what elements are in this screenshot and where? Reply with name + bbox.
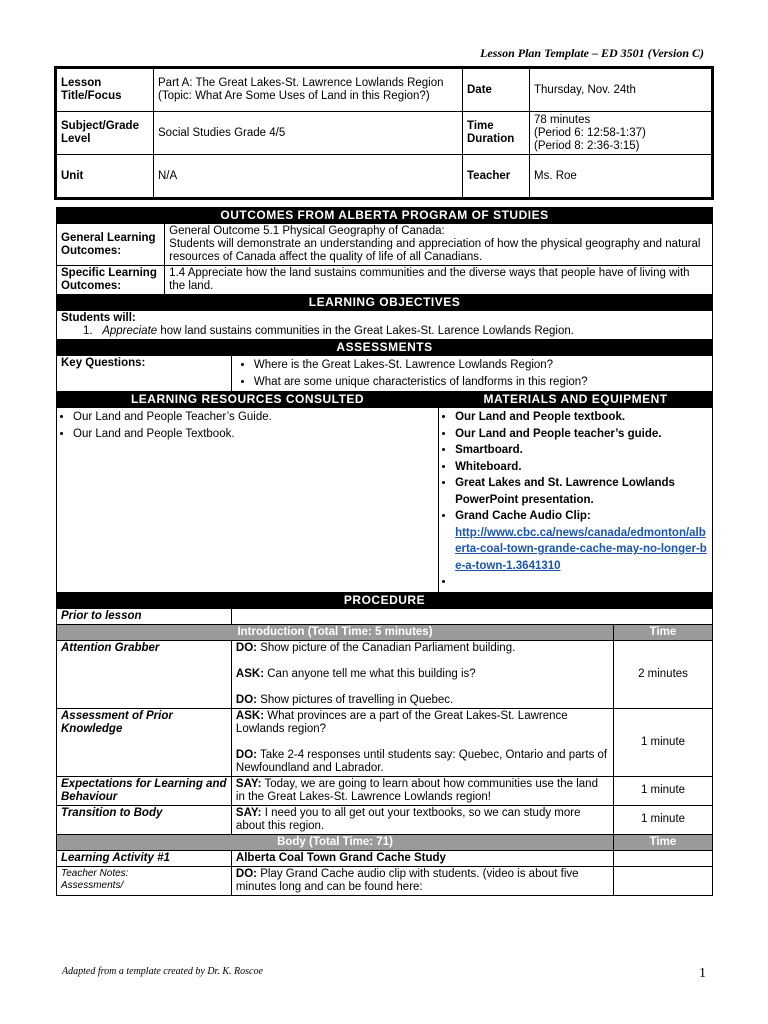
document-header: Lesson Plan Template – ED 3501 (Version C) — [480, 46, 704, 60]
step-text: What provinces are a part of the Great Lakes-St. Lawrence Lowlands region? — [235, 709, 568, 735]
introduction-heading: Introduction (Total Time: 5 minutes) — [57, 624, 614, 640]
attention-grabber-do2 — [236, 694, 609, 707]
ask-label: ASK: — [235, 667, 265, 680]
subject-label: Subject/Grade Level — [56, 112, 154, 155]
do-label: DO: — [235, 748, 258, 761]
key-question: • What are some unique characteristics of landforms in this region? — [254, 374, 708, 391]
step-text: Today, we are going to learn about how communities use the land in the Great Lakes-St. Lawrence Lowlands region! — [235, 777, 598, 803]
attention-grabber-text — [231, 640, 613, 708]
time-period8: (Period 8: 2:36-3:15) — [534, 139, 640, 152]
teacher-value: Ms. Roe — [530, 155, 713, 199]
step-text: Take 2-4 responses until students say: Quebec, Ontario and parts of Newfoundland and Labrador. — [235, 748, 608, 774]
learning-activity-text — [231, 866, 613, 895]
expectations-time: 1 minute — [614, 776, 713, 805]
materials-list — [439, 408, 713, 593]
page-number: 1 — [699, 966, 706, 981]
expectations-text — [231, 776, 613, 805]
key-questions — [231, 356, 712, 392]
say-label: SAY: — [235, 806, 262, 819]
transition-time: 1 minute — [614, 805, 713, 834]
procedure-heading: PROCEDURE — [57, 592, 713, 608]
key-question: • Where is the Great Lakes-St. Lawrence Lowlands Region? — [254, 357, 708, 374]
teacher-notes-label — [57, 866, 232, 895]
attention-grabber-label: Attention Grabber — [57, 640, 232, 708]
prior-to-lesson-label: Prior to lesson — [57, 608, 232, 624]
assessments-note: Assessments/ — [61, 879, 124, 891]
prior-knowledge-text — [231, 708, 613, 776]
attention-grabber-time: 2 minutes — [614, 640, 713, 708]
material-item: • Smartboard. — [455, 442, 708, 459]
lesson-plan-table — [56, 207, 713, 896]
materials-heading: MATERIALS AND EQUIPMENT — [439, 392, 713, 408]
audio-clip-label: Grand Cache Audio Clip: — [455, 510, 591, 522]
time-value — [530, 112, 713, 155]
date-label: Date — [463, 68, 530, 112]
outcomes-heading: OUTCOMES FROM ALBERTA PROGRAM OF STUDIES — [57, 208, 713, 224]
transition-text — [231, 805, 613, 834]
objectives-heading: LEARNING OBJECTIVES — [57, 295, 713, 311]
assessments-heading: ASSESSMENTS — [57, 340, 713, 356]
resources-heading: LEARNING RESOURCES CONSULTED — [57, 392, 439, 408]
material-item: • Whiteboard. — [455, 459, 708, 476]
subject-value: Social Studies Grade 4/5 — [154, 112, 463, 155]
say-label: SAY: — [235, 777, 262, 790]
prior-knowledge-label: Assessment of Prior Knowledge — [57, 708, 232, 776]
time-total: 78 minutes — [534, 113, 591, 126]
students-will: Students will: — [61, 312, 136, 324]
prior-to-lesson-value — [231, 608, 712, 624]
resource-item: • Our Land and People Teacher’s Guide. — [73, 409, 434, 426]
do-label: DO: — [235, 867, 258, 880]
step-text: I need you to all get out your textbooks, so we can study more about this region. — [235, 806, 581, 832]
time-heading: Time — [614, 624, 713, 640]
objectives-cell — [57, 311, 713, 340]
expectations-label: Expectations for Learning and Behaviour — [57, 776, 232, 805]
learning-activity-time — [614, 850, 713, 866]
body-heading: Body (Total Time: 71) — [57, 834, 614, 850]
resources-list — [57, 408, 439, 593]
specific-outcomes: 1.4 Appreciate how the land sustains communities and the diverse ways that people have of living with the land. — [165, 266, 713, 295]
teacher-label: Teacher — [463, 155, 530, 199]
step-text: Can anyone tell me what this building is? — [264, 667, 476, 680]
time-label: Time Duration — [463, 112, 530, 155]
key-questions-label: Key Questions: — [57, 356, 232, 392]
objective-item — [61, 325, 708, 338]
attention-grabber-ask — [236, 668, 609, 681]
lesson-label: Lesson Title/Focus — [56, 68, 154, 112]
material-item: • Great Lakes and St. Lawrence Lowlands PowerPoint presentation. — [455, 475, 708, 508]
prior-knowledge-time: 1 minute — [614, 708, 713, 776]
attention-grabber-do1 — [236, 642, 609, 655]
general-outcomes — [165, 224, 713, 266]
learning-activity-step-time — [614, 866, 713, 895]
step-text: Show pictures of travelling in Quebec. — [257, 693, 454, 706]
material-item-empty — [455, 574, 708, 591]
lesson-info-table — [54, 66, 714, 200]
material-item: • Our Land and People teacher’s guide. — [455, 426, 708, 443]
learning-activity-label: Learning Activity #1 — [57, 850, 232, 866]
resource-item: • Our Land and People Textbook. — [73, 426, 434, 443]
lesson-title: Part A: The Great Lakes-St. Lawrence Lowlands Region (Topic: What Are Some Uses of Land in this Region?) — [154, 68, 463, 112]
general-outcomes-label: General Learning Outcomes: — [57, 224, 165, 266]
prior-knowledge-ask — [236, 710, 609, 736]
time-period6: (Period 6: 12:58-1:37) — [534, 126, 646, 139]
transition-label: Transition to Body — [57, 805, 232, 834]
prior-knowledge-do — [236, 749, 609, 775]
do-label: DO: — [235, 641, 258, 654]
general-outcome-text: Students will demonstrate an understanding and appreciation of how the physical geography and natural resources of Canada affect the quality of life of all Canadians. — [169, 238, 701, 263]
material-item-audio — [455, 508, 708, 574]
specific-outcomes-label: Specific Learning Outcomes: — [57, 266, 165, 295]
audio-clip-link[interactable]: http://www.cbc.ca/news/canada/edmonton/alberta-coal-town-grande-cache-may-no-longer-be-a-town-1.3641310 — [455, 526, 707, 572]
footer-credit: Adapted from a template created by Dr. K. Roscoe — [62, 966, 263, 977]
body-time-heading: Time — [614, 834, 713, 850]
objective-verb: Appreciate — [102, 325, 158, 337]
date-value: Thursday, Nov. 24th — [530, 68, 713, 112]
objective-text: how land sustains communities in the Great Lakes-St. Larence Lowlands Region. — [157, 325, 574, 337]
unit-value: N/A — [154, 155, 463, 199]
teacher-notes: Teacher Notes: — [61, 867, 129, 879]
objective-number: 1. — [83, 325, 93, 337]
do-label: DO: — [235, 693, 258, 706]
material-item: • Our Land and People textbook. — [455, 409, 708, 426]
step-text: Show picture of the Canadian Parliament building. — [257, 641, 516, 654]
step-text: Play Grand Cache audio clip with students. (video is about five minutes long and can be found here: — [235, 867, 579, 893]
learning-activity-title: Alberta Coal Town Grand Cache Study — [231, 850, 613, 866]
unit-label: Unit — [56, 155, 154, 199]
ask-label: ASK: — [235, 709, 265, 722]
general-outcome-title: General Outcome 5.1 Physical Geography of Canada: — [169, 225, 445, 237]
